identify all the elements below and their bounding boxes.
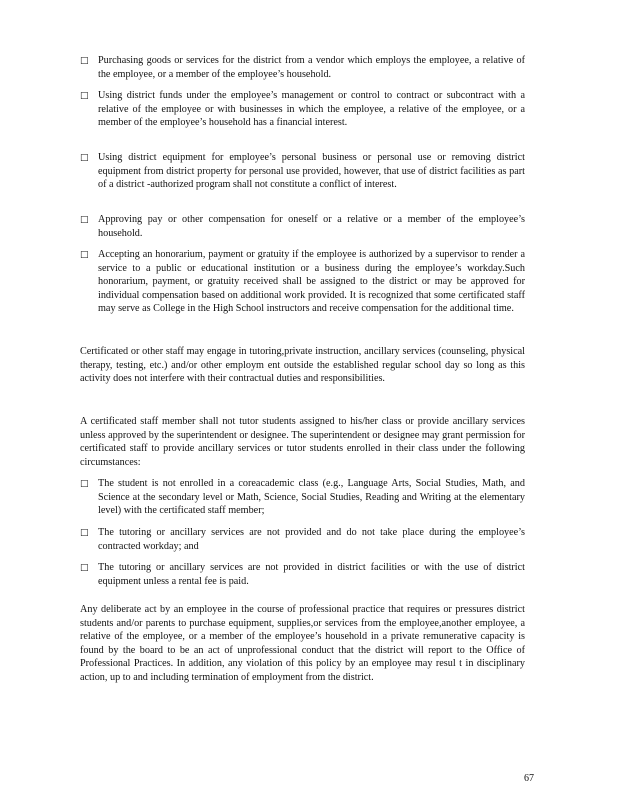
bullet-text: Using district equipment for employee’s personal business or personal use or removing district equipment from district property for personal use provided, however, that use of district facilities as part of a district -authorized program shall not constitute a conflict of interest. bbox=[98, 152, 525, 191]
bullet-icon: □ bbox=[80, 528, 89, 538]
list-item bbox=[80, 248, 525, 316]
list-item bbox=[80, 477, 525, 518]
bullet-text: Approving pay or other compensation for oneself or a relative or a member of the employee’s household. bbox=[98, 214, 525, 239]
paragraph-certificated: A certificated staff member shall not tutor students assigned to his/her class or provide ancillary services unless approved by the superintendent or designee. The superintendent or designee may grant permission for certificated staff to provide ancillary services or tutor students enrolled in their class under the following circumstances: bbox=[80, 416, 525, 468]
bullet-icon: □ bbox=[80, 91, 89, 101]
bullet-icon: □ bbox=[80, 215, 89, 225]
bullet-text: The tutoring or ancillary services are not provided and do not take place during the employee’s contracted workday; and bbox=[98, 527, 525, 552]
list-item bbox=[80, 151, 525, 192]
bullet-text: The tutoring or ancillary services are not provided in district facilities or with the use of district equipment unless a rental fee is paid. bbox=[98, 562, 525, 587]
list-item bbox=[80, 89, 525, 130]
bullet-icon: □ bbox=[80, 479, 89, 489]
bullet-icon: □ bbox=[80, 250, 89, 260]
list-item bbox=[80, 526, 525, 553]
bullet-icon: □ bbox=[80, 563, 89, 573]
page-number: 67 bbox=[524, 773, 534, 784]
bullet-text: The student is not enrolled in a coreacademic class (e.g., Language Arts, Social Studies, Math, and Science at the secondary level or Math, Science, Social Studies, Reading and Writing at the elementary level) with the certificated staff member; bbox=[98, 478, 525, 517]
list-item bbox=[80, 213, 525, 240]
bullet-text: Accepting an honorarium, payment or gratuity if the employee is authorized by a supervisor to render a service to a public or educational institution or a business during the employee’s workday.Such honorarium, payment, or gratuity received shall be assigned to the district or may be approved for individual compensation based on additional work provided. It is recognized that some certificated staff may serve as College in the High School instructors and receive compensation for the additional time. bbox=[98, 249, 525, 315]
paragraph-deliberate-act: Any deliberate act by an employee in the course of professional practice that requires or pressures district students and/or parents to purchase equipment, supplies,or services from the employee,another employee, a relative of the employee, or a member of the employee’s household in a private remunerative capacity is found by the board to be an act of unprofessional conduct that the district will report to the Office of Professional Practices. In addition, any violation of this policy by an employee may resul t in disciplinary action, up to and including termination of employment from the district. bbox=[80, 604, 525, 683]
bullet-icon: □ bbox=[80, 153, 89, 163]
bullet-text: Purchasing goods or services for the district from a vendor which employs the employee, a relative of the employee, or a member of the employee’s household. bbox=[98, 55, 525, 80]
list-item bbox=[80, 561, 525, 588]
list-item bbox=[80, 54, 525, 81]
paragraph-tutoring: Certificated or other staff may engage in tutoring,private instruction, ancillary services (counseling, physical therapy, testing, etc.) and/or other employm ent outside the established regular school day so long as this activity does not interfere with their contractual duties and responsibilities. bbox=[80, 346, 525, 385]
bullet-text: Using district funds under the employee’s management or control to contract or subcontract with a relative of the employee or with businesses in which the employee, a relative of the employee, or a member of the employee’s household has a financial interest. bbox=[98, 90, 525, 129]
bullet-icon: □ bbox=[80, 56, 89, 66]
